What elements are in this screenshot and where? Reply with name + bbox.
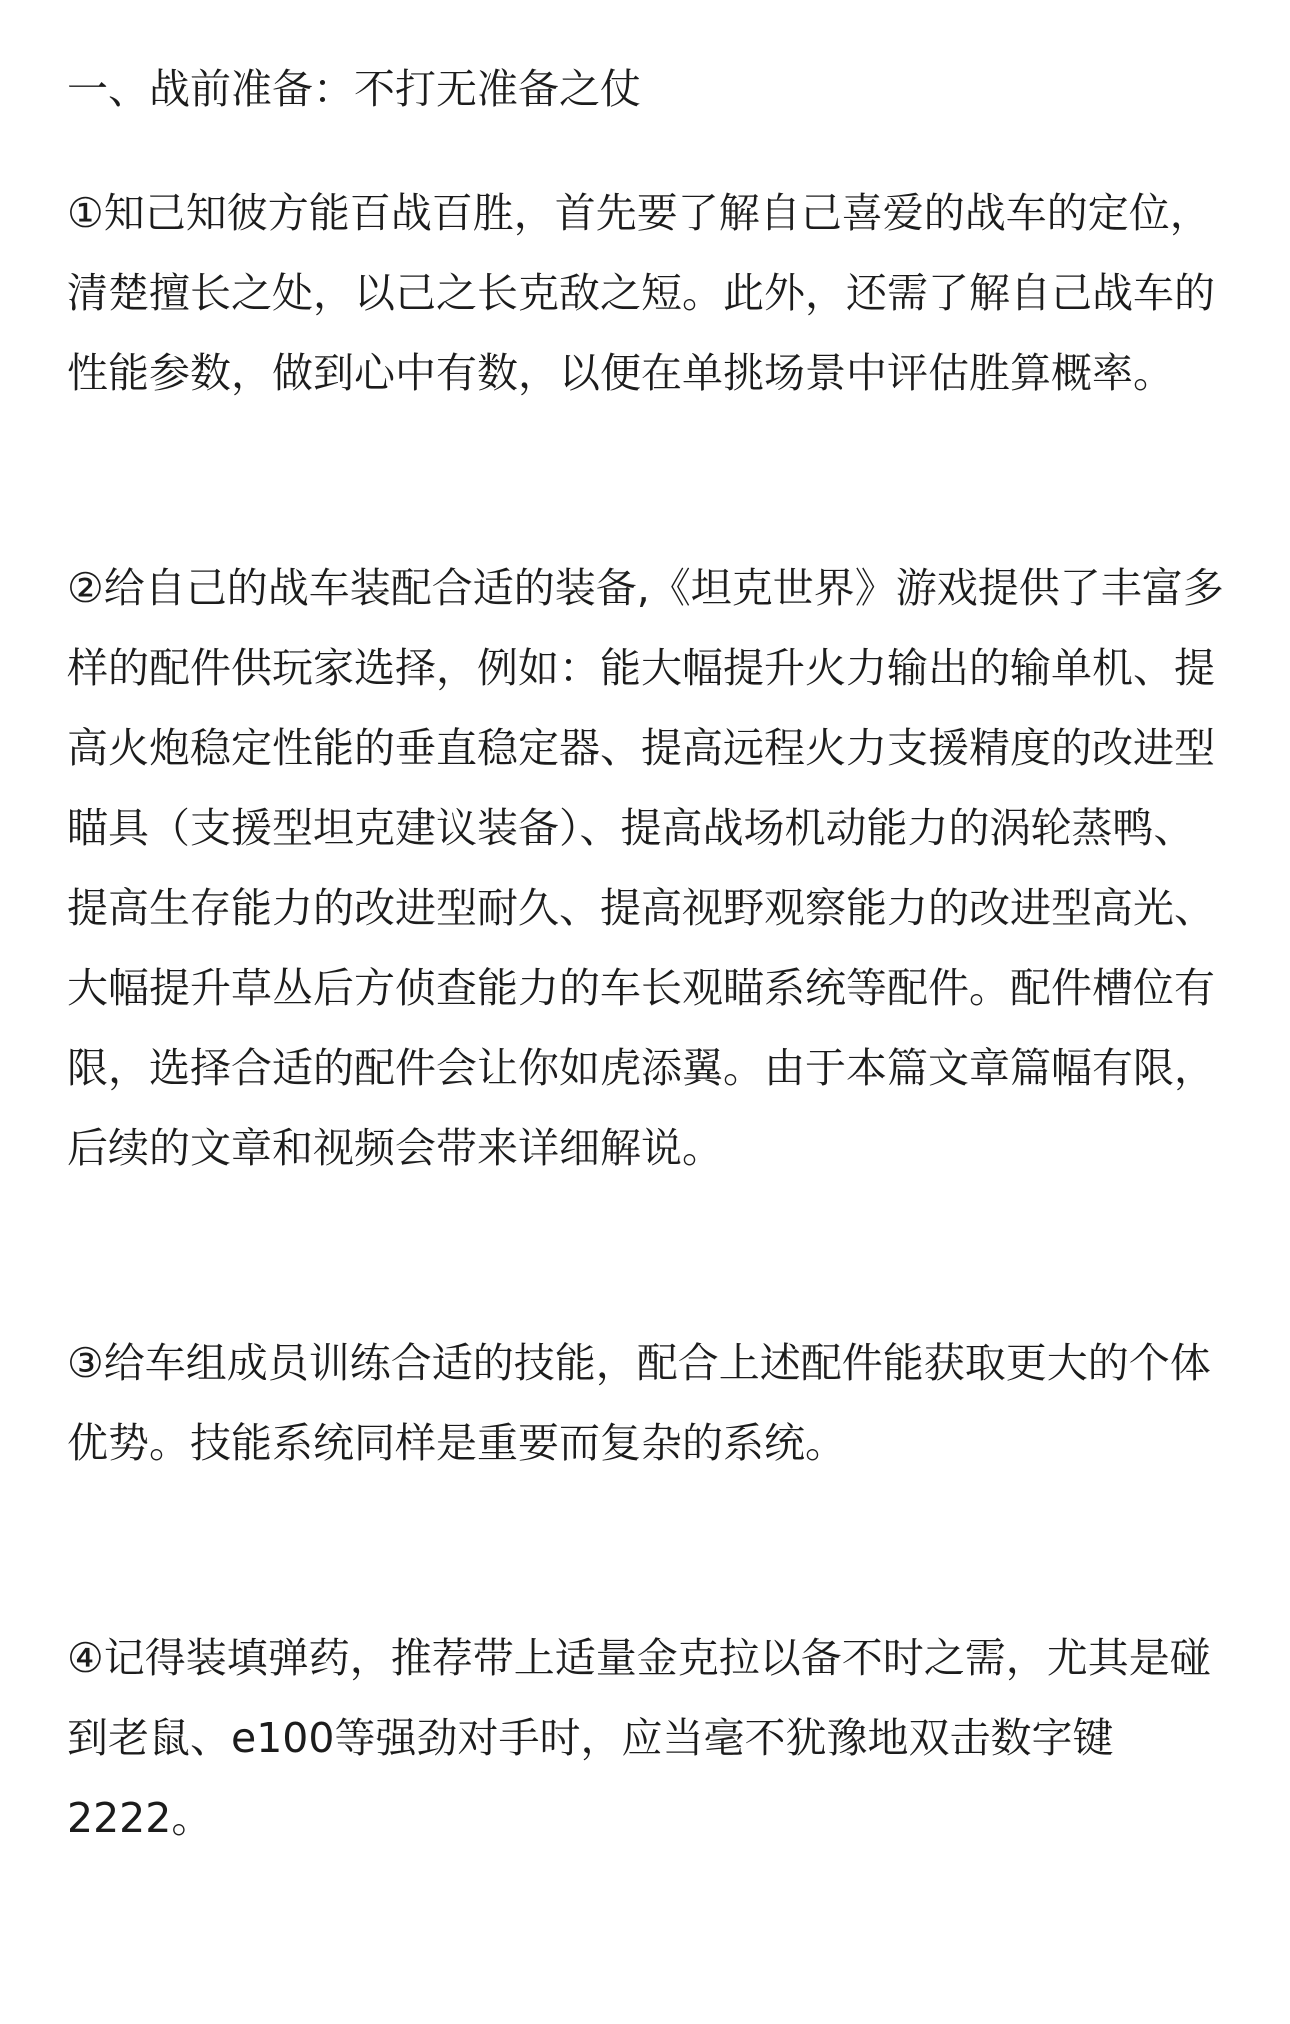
section-heading: 一、战前准备：不打无准备之仗	[67, 65, 641, 113]
paragraph-ammunition: ④记得装填弹药，推荐带上适量金克拉以备不时之需，尤其是碰到老鼠、e100等强劲对手时，应当毫不犹豫地双击数字键2222。	[67, 1634, 1211, 1842]
article-body	[67, 62, 1232, 1858]
paragraph-know-your-tank: ①知己知彼方能百战百胜，首先要了解自己喜爱的战车的定位，清楚擅长之处，以己之长克敌之短。此外，还需了解自己战车的性能参数，做到心中有数，以便在单挑场景中评估胜算概率。	[67, 189, 1215, 397]
paragraph-crew-skills: ③给车组成员训练合适的技能，配合上述配件能获取更大的个体优势。技能系统同样是重要而复杂的系统。	[67, 1339, 1211, 1467]
paragraph-equipment: ②给自己的战车装配合适的装备,《坦克世界》游戏提供了丰富多样的配件供玩家选择，例如：能大幅提升火力输出的输单机、提高火炮稳定性能的垂直稳定器、提高远程火力支援精度的改进型瞄具（支援型坦克建议装备）、提高战场机动能力的涡轮蒸鸭、提高生存能力的改进型耐久、提高视野观察能力的改进型高光、大幅提升草丛后方侦查能力的车长观瞄系统等配件。配件槽位有限，选择合适的配件会让你如虎添翼。由于本篇文章篇幅有限，后续的文章和视频会带来详细解说。	[67, 564, 1224, 1172]
